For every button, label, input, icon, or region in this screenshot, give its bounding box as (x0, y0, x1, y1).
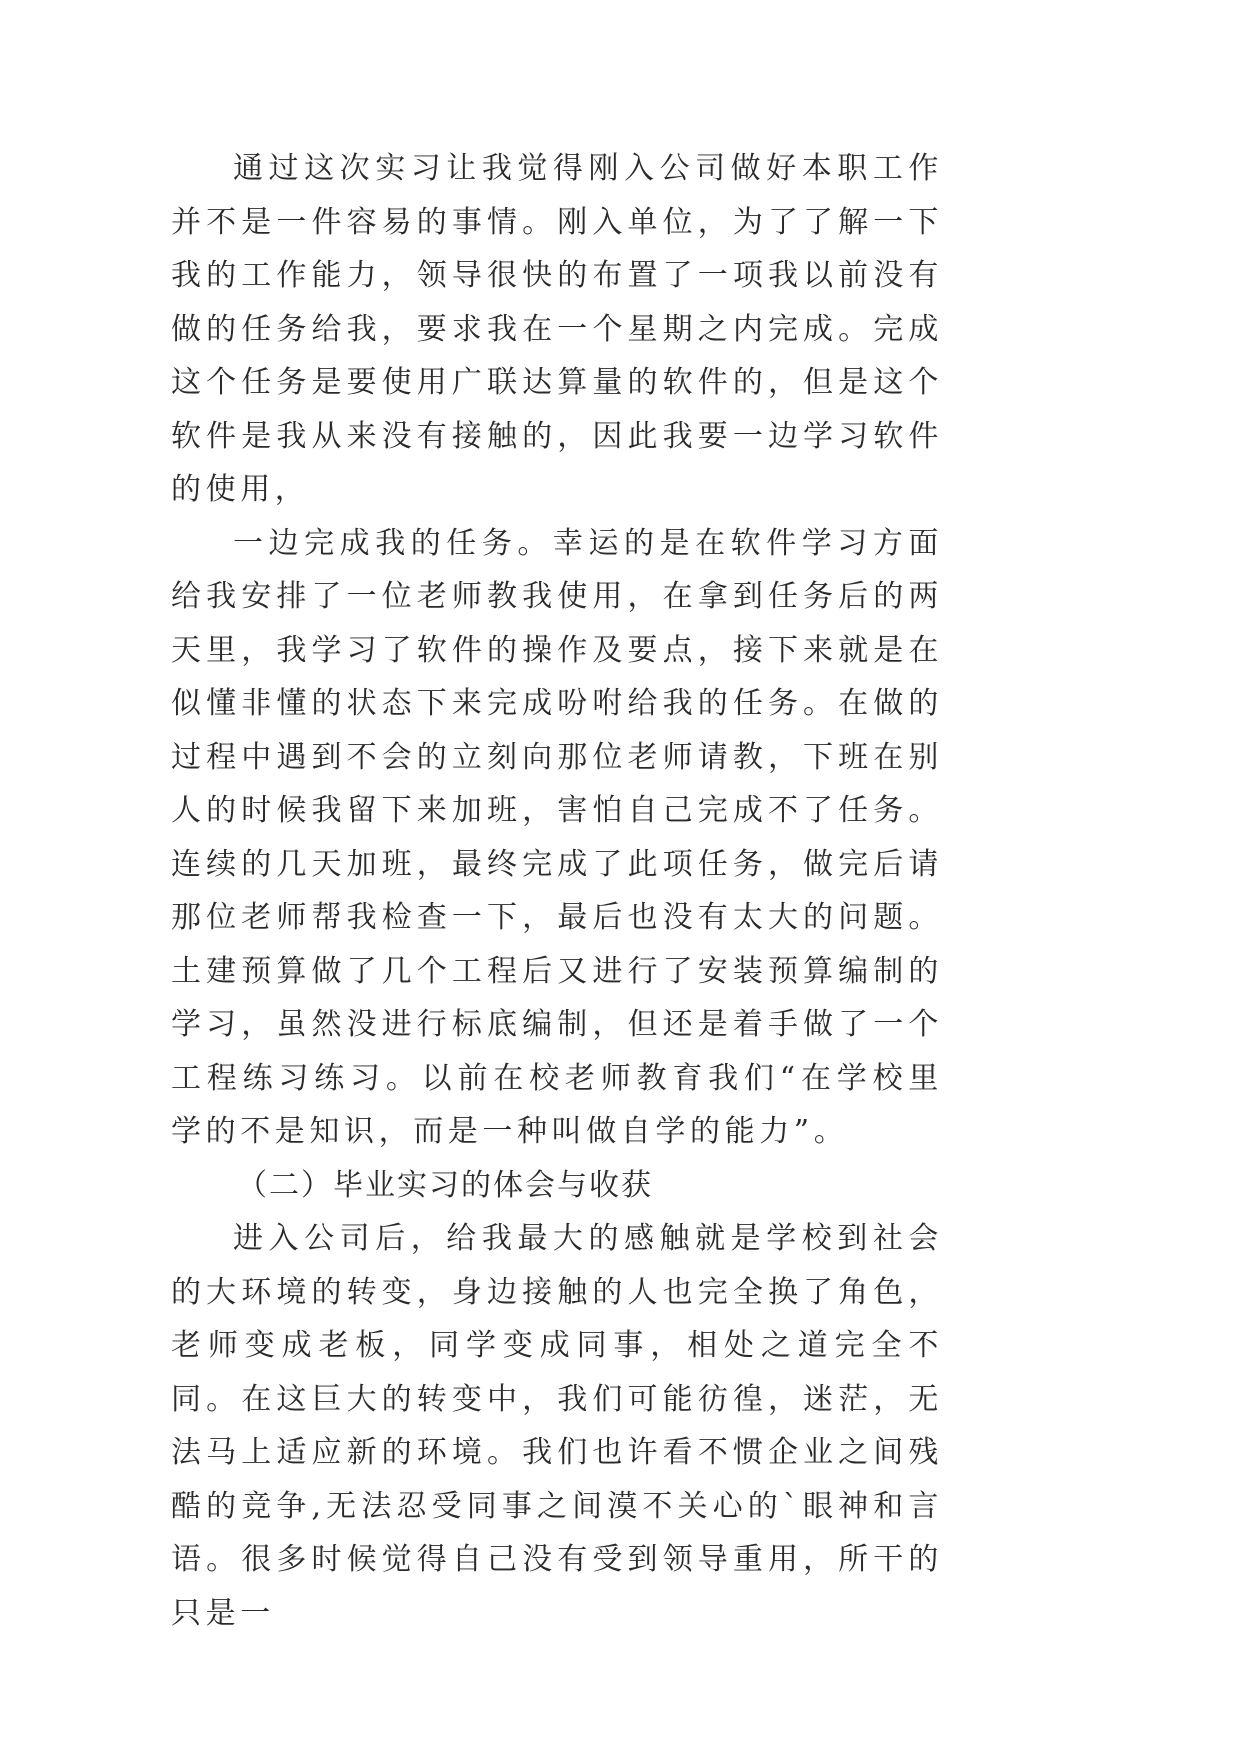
paragraph-internship-experience: 通过这次实习让我觉得刚入公司做好本职工作并不是一件容易的事情。刚入单位，为了了解一下我的工作能力，领导很快的布置了一项我以前没有做的任务给我，要求我在一个星期之内完成。完成这个任务是要使用广联达算量的软件的，但是这个软件是我从来没有接触的，因此我要一边学习软件的使用， (171, 151, 943, 507)
document-body (171, 142, 943, 1640)
paragraph-reflections: 进入公司后，给我最大的感触就是学校到社会的大环境的转变，身边接触的人也完全换了角色，老师变成老板，同学变成同事，相处之道完全不同。在这巨大的转变中，我们可能彷徨，迷茫，无法马上适应新的环境。我们也许看不惯企业之间残酷的竞争,无法忍受同事之间漠不关心的`眼神和言语。很多时候觉得自己没有受到领导重用，所干的只是一 (171, 1221, 943, 1631)
section-heading: （二）毕业实习的体会与收获 (237, 1167, 653, 1203)
paragraph-task-completion: 一边完成我的任务。幸运的是在软件学习方面给我安排了一位老师教我使用，在拿到任务后的两天里，我学习了软件的操作及要点，接下来就是在似懂非懂的状态下来完成吩咐给我的任务。在做的过程中遇到不会的立刻向那位老师请教，下班在别人的时候我留下来加班，害怕自己完成不了任务。连续的几天加班，最终完成了此项任务，做完后请那位老师帮我检查一下，最后也没有太大的问题。土建预算做了几个工程后又进行了安装预算编制的学习，虽然没进行标底编制，但还是着手做了一个工程练习练习。以前在校老师教育我们“在学校里学的不是知识，而是一种叫做自学的能力”。 (171, 525, 943, 1149)
